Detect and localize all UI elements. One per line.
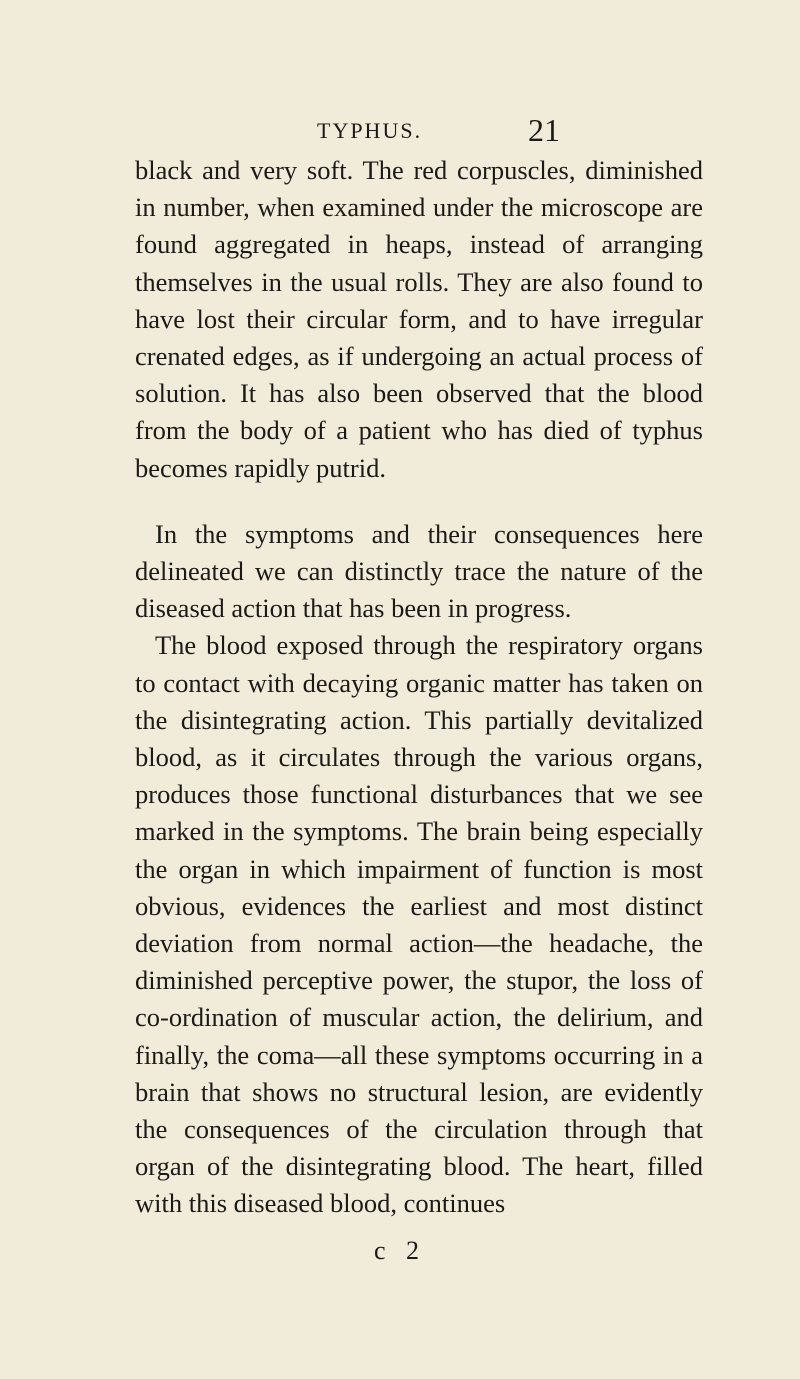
paragraph-1: black and very soft. The red corpuscles, diminished in number, when examined under the microscope are found aggregated in heaps, instead of arranging themselves in the usual rolls. They are also found to have lost their circular form, and to have irregular crenated edges, as if undergoing an actual process of solution. It has also been observed that the blood from the body of a patient who has died of typhus becomes rapidly putrid.: [135, 155, 703, 483]
running-head: [0, 112, 800, 152]
signature-mark: c 2: [373, 1236, 427, 1265]
paragraph-3: The blood exposed through the respiratory organs to contact with decaying organic matter has taken on the disintegrating action. This partially devitalized blood, as it circulates through the various organs, produces those functional disturbances that we see marked in the symptoms. The brain being especially the organ in which impairment of function is most obvious, evidences the earliest and most distinct deviation from normal action—the headache, the diminished perceptive power, the stupor, the loss of co-ordination of muscular action, the delirium, and finally, the coma—all these symptoms occurring in a brain that shows no structural lesion, are evidently the consequences of the circulation through that organ of the disintegrating blood. The heart, filled with this diseased blood, continues: [135, 630, 703, 1219]
body-text: [135, 152, 703, 1223]
running-title: TYPHUS.: [317, 118, 423, 143]
page-number: 21: [528, 112, 560, 148]
paragraph-2: In the symptoms and their consequences here delineated we can distinctly trace the nature of the diseased action that has been in progress.: [135, 518, 703, 624]
